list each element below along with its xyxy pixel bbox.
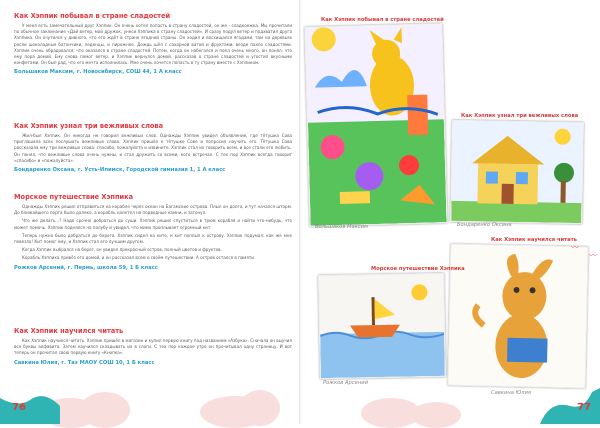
story-learned-to-read	[14, 327, 292, 366]
story-author: Бондаренко Оксана, г. Усть-Илимск, Городской гимназия 1, 1 А класс	[14, 167, 226, 174]
story-title: Как Хэппик побывал в стране сладостей	[14, 12, 171, 20]
story-title: Как Хэппик узнал три вежливых слова	[14, 122, 164, 130]
story-title: Морское путешествие Хэппика	[14, 193, 134, 201]
story-paragraph: Однажды Хэппик решил отправиться на корабле через океан на Багамские острова. Плыл он долго, и тут начался шторм. До ближайшего порта было далеко, а корабль налетел на подводные камни, и затонул.	[14, 204, 292, 216]
story-author: Савкина Юлия, г. Таз МАОУ СОШ 10, 1 Б класс	[14, 359, 155, 366]
artist-label: Бондаренко Оксана	[457, 222, 512, 228]
bird-icon: 〰	[571, 243, 579, 252]
teal-wave-decoration	[540, 380, 600, 424]
kids-drawing-house	[451, 121, 583, 223]
drawing-sea-voyage	[318, 273, 446, 379]
story-sweets	[14, 12, 292, 75]
story-author: Большаков Максим, г. Новосибирск, СОШ 44, 1 А класс	[14, 69, 182, 76]
kids-drawing-sweets	[305, 24, 446, 225]
bird-icon: 〰	[589, 251, 597, 260]
story-title: Как Хэппик научился читать	[14, 327, 124, 335]
kids-drawing-sea	[319, 274, 445, 378]
story-author: Рожков Арсений, г. Пермь, школа 59, 1 Б класс	[14, 264, 158, 271]
image-caption: Как Хэппик научился читать	[491, 237, 577, 243]
image-caption: Как Хэппик узнал три вежливых слова	[461, 113, 579, 119]
kids-drawing-reading	[449, 245, 588, 388]
story-paragraph: Теперь нужно было добраться до берега. Хэппик сидел на ките, и кит поплыл к острову. Хэппик подумал: как же мне повезло! Кит помог ему, и Хэппик стал его лучшим другом.	[14, 232, 292, 245]
story-paragraph: Когда Хэппик выбрался на берег, он увидел прекрасный остров, полный цветов и фруктов.	[22, 247, 222, 253]
story-paragraph: Что же делать...? Надо срочно добраться до суши. Хэппик решил спуститься в трюм корабля и найти что-нибудь, что может помочь. Хэппик поднялся на палубу и увидел, что мимо проплывает огромный кит.	[14, 218, 292, 230]
artist-label: Большаков Максим	[315, 224, 368, 230]
story-paragraph: У меня есть замечательный друг Хэппик. Он очень хотел попасть в страну сладостей, он же - сладкоежка. Мы прочитали по обычное заклинание «Дай ветер, мой дружок, унеси Хэппика в страну сладостей». И сразу подул ветер и подхватил друга Хэппика. Он очутился у дивного, что его ждёт в стране ягодной страны. Он ходил и восхищался ягодами, там на деревьях росли шоколадные батончики, леденцы, и пирожное. Дождь шёл с сахарной ватой и фруктами, везде пахло сладостями. Хэппик очень обрадовался, что оказался в стране сладостей. Потом, когда он набегался и поел очень много, он понял, что ему пора домой. Ему снова помог ветер, и Хэппик вернулся домой, рассказав о стране сладостей и угостил вкусными конфетами. Он был рад, что его мечта исполнилась. Мне очень хочется попасть в ту страну вместе с Хэппиком.	[14, 23, 292, 66]
drawing-sweets	[304, 23, 447, 227]
story-polite-words	[14, 122, 292, 173]
right-page	[301, 0, 600, 424]
story-paragraph: Как Хэппик научился читать. Хэппик пришёл в магазин и купил первую книгу под названием «Азбука». Сначала он выучил все буквы алфавита. Затем научился складывать их в слоги. С тех пор каждое утро он прочитывал одну страницу. И вот теперь он прочитал свою первую книгу «Кнопка».	[14, 338, 292, 356]
story-paragraph: Жил-был Хэппик. Он никогда не говорил вежливых слов. Однажды Хэппик увидел объявление, где тётушка Сова приглашала всех послушать вежливые слова. Хэппик пришёл к тётушке Сове и попросил научить его. Тётушка Сова рассказала ему три вежливых слова: спасибо, пожалуйста и извините. Хэппик стал их говорить всем, и все стали его любить. Он понял, что вежливые слова очень нужны, и стал дружить со всеми, кого встречал. С тех пор Хэппик всегда говорит «спасибо» и «пожалуйста».	[14, 133, 292, 163]
artist-label: Рожков Арсений	[323, 380, 369, 386]
left-page	[0, 0, 300, 424]
cloud-decoration	[411, 402, 461, 428]
story-paragraph: Корабль Хэппика привёз его домой, и он рассказал всем о своём путешествии. А остров остался в памяти.	[22, 255, 256, 261]
image-caption: Как Хэппик побывал в стране сладостей	[321, 17, 444, 23]
drawing-reading	[448, 244, 589, 389]
page-number: 76	[12, 402, 26, 413]
page-number: 77	[577, 402, 591, 413]
artist-label: Савкина Юлия	[491, 390, 531, 396]
drawing-polite-words	[450, 120, 584, 224]
teal-wave-decoration	[0, 386, 60, 424]
cloud-decoration	[80, 392, 130, 428]
cloud-decoration	[240, 390, 280, 426]
image-caption: Морское путешествие Хэппика	[371, 266, 465, 272]
story-sea-voyage	[14, 193, 292, 271]
